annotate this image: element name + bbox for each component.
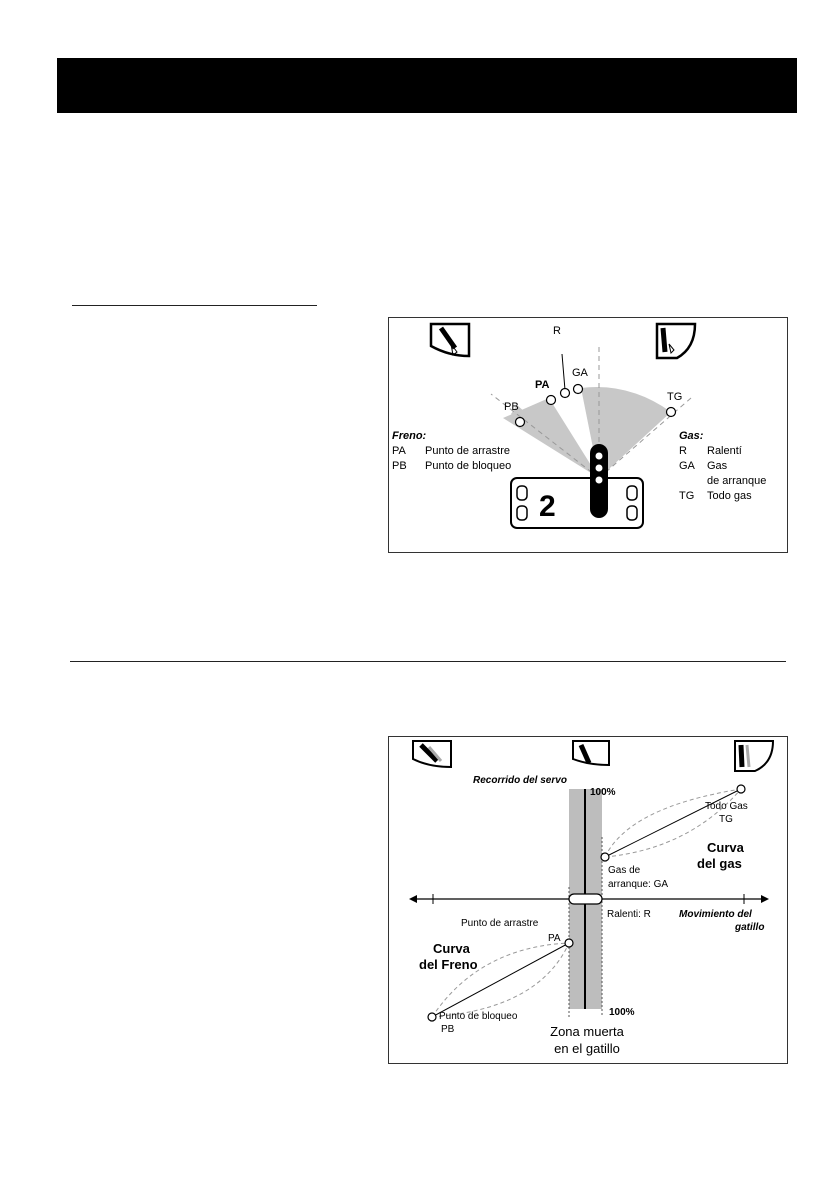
brake-legend-title: Freno: xyxy=(392,430,427,442)
gas-legend-code-0: R xyxy=(679,445,687,457)
full-gas-code: TG xyxy=(719,814,733,825)
point-tg-label: TG xyxy=(667,391,683,403)
throttle-positions-diagram xyxy=(388,317,788,553)
trigger-axis-arrow-right xyxy=(761,895,769,903)
lock-point-code: PB xyxy=(441,1024,455,1035)
gas-legend-title: Gas: xyxy=(679,430,704,442)
servo-bottom-percent: 100% xyxy=(609,1007,635,1018)
header-bar xyxy=(57,58,797,113)
point-ga-label: GA xyxy=(572,367,588,379)
start-gas-label-line-2: arranque: GA xyxy=(608,879,669,890)
brake-trigger-icon xyxy=(431,324,469,356)
gas-trigger-icon xyxy=(735,741,773,771)
dead-zone-label-line-2: en el gatillo xyxy=(554,1041,620,1056)
full-gas-label: Todo Gas xyxy=(705,801,748,812)
trigger-movement-line-2: gatillo xyxy=(735,922,765,933)
gas-curve-title-line-2: del gas xyxy=(697,856,742,871)
gas-legend-text-2: de arranque xyxy=(707,475,767,487)
section-rule-long xyxy=(70,661,786,662)
servo-travel-title: Recorrido del servo xyxy=(473,775,567,786)
point-pb-label: PB xyxy=(504,401,519,413)
point-r xyxy=(561,389,570,398)
idle-marker xyxy=(569,894,602,904)
gas-legend-text-3: Todo gas xyxy=(707,490,752,502)
section-rule-short xyxy=(72,305,317,306)
point-pa-label: PA xyxy=(535,379,550,391)
servo-top-percent: 100% xyxy=(590,787,616,798)
idle-line xyxy=(562,354,565,390)
gas-legend-text-0: Ralentí xyxy=(707,445,742,457)
start-gas-label-line-1: Gas de xyxy=(608,865,641,876)
gas-legend-code-1: GA xyxy=(679,460,695,472)
point-tg xyxy=(667,408,676,417)
gas-trigger-icon xyxy=(657,324,695,358)
brake-curve-title-line-1: Curva xyxy=(433,941,470,956)
throttle-positions-svg xyxy=(389,318,787,552)
brake-trigger-icon xyxy=(413,741,451,767)
drag-point-code: PA xyxy=(548,933,561,944)
gas-brake-curve-diagram xyxy=(388,736,788,1064)
neutral-trigger-icon xyxy=(573,741,609,765)
point-pa xyxy=(547,396,556,405)
brake-legend-code-1: PB xyxy=(392,460,407,472)
drag-point-label: Punto de arrastre xyxy=(461,918,539,929)
gas-brake-curve-svg xyxy=(389,737,787,1063)
idle-label: Ralenti: R xyxy=(607,909,651,920)
transmitter-number: 2 xyxy=(539,490,556,523)
brake-curve-title-line-2: del Freno xyxy=(419,957,478,972)
brake-legend-code-0: PA xyxy=(392,445,406,457)
trigger-movement-line-1: Movimiento del xyxy=(679,909,752,920)
point-pb xyxy=(428,1013,436,1021)
point-ga xyxy=(601,853,609,861)
brake-legend-text-1: Punto de bloqueo xyxy=(425,460,512,472)
gas-curve-title-line-1: Curva xyxy=(707,840,744,855)
gas-legend-code-3: TG xyxy=(679,490,695,502)
idle-top-label: R xyxy=(553,325,561,337)
gas-legend-text-1: Gas xyxy=(707,460,728,472)
point-pb xyxy=(516,418,525,427)
dead-zone-label-line-1: Zona muerta xyxy=(550,1024,624,1039)
lock-point-label: Punto de bloqueo xyxy=(439,1011,518,1022)
point-pa xyxy=(565,939,573,947)
point-ga xyxy=(574,385,583,394)
brake-legend-text-0: Punto de arrastre xyxy=(425,445,510,457)
trigger-axis-arrow-left xyxy=(409,895,417,903)
point-tg xyxy=(737,785,745,793)
